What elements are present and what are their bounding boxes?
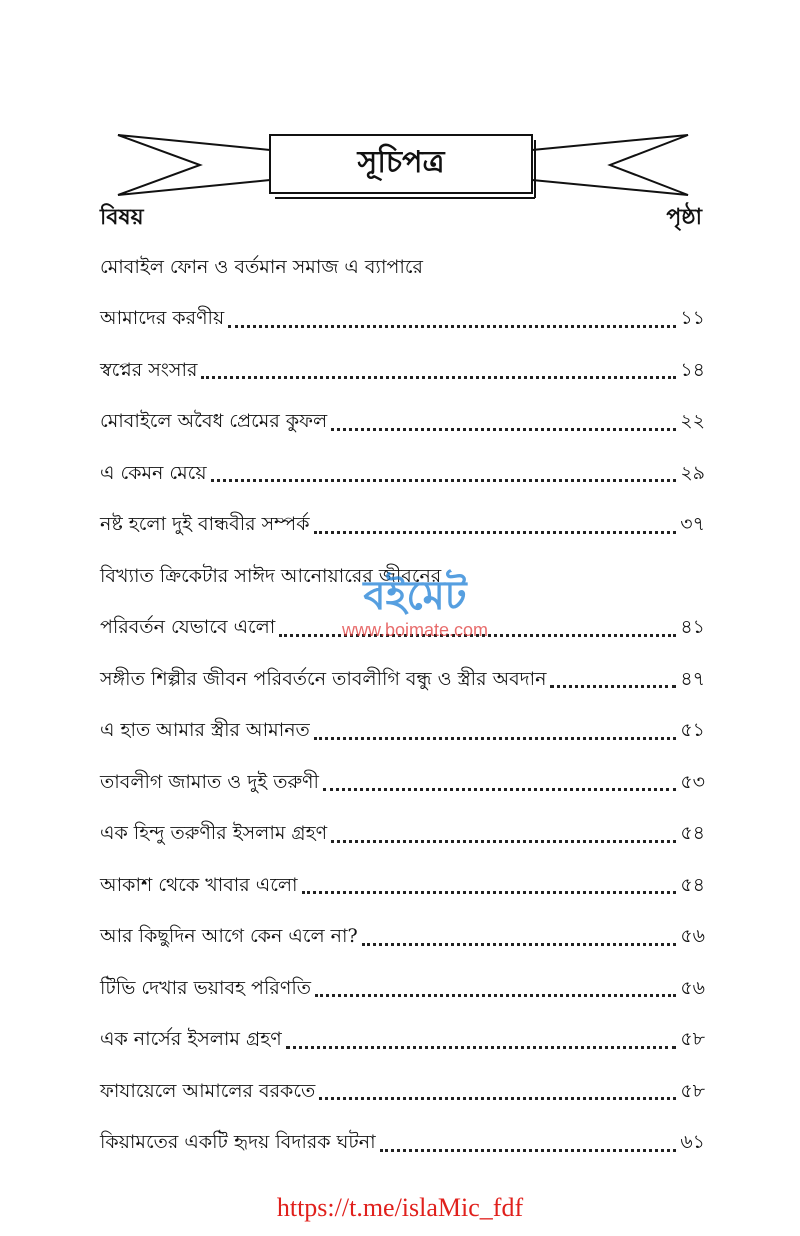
watermark: [310, 572, 520, 641]
entry-title: এক হিন্দু তরুণীর ইসলাম গ্রহণ: [100, 822, 328, 845]
dot-leader: [228, 325, 676, 328]
entry-page: ৪১: [680, 616, 705, 639]
entry-title: সঙ্গীত শিল্পীর জীবন পরিবর্তনে তাবলীগি বন্ধু ও স্ত্রীর অবদান: [100, 667, 547, 690]
entry-page: ৫৩: [680, 770, 705, 793]
dot-leader: [323, 788, 676, 791]
dot-leader: [314, 531, 677, 534]
toc-entry: [100, 810, 705, 862]
entry-page: ৫৮: [680, 1028, 705, 1051]
dot-leader: [331, 840, 676, 843]
entry-title: মোবাইল ফোন ও বর্তমান সমাজ এ ব্যাপারে: [100, 255, 423, 278]
toc-entry: [100, 1016, 705, 1068]
entry-page: ৩৭: [680, 513, 705, 536]
entry-page: ১১: [680, 307, 705, 330]
entry-title: স্বপ্নের সংসার: [100, 358, 198, 381]
watermark-logo: বইমেট: [363, 572, 467, 619]
dot-leader: [331, 428, 676, 431]
entry-title: বিখ্যাত ক্রিকেটার সাঈদ আনোয়ারের জীবনের: [100, 564, 442, 587]
entry-page: ৪৭: [680, 667, 705, 690]
dot-leader: [302, 891, 677, 894]
watermark-url: www.boimate.com: [341, 620, 489, 640]
entry-page: ৬১: [680, 1131, 705, 1154]
toc-entry: [100, 501, 705, 553]
entry-title: এ কেমন মেয়ে: [100, 461, 207, 484]
entry-title: এক নার্সের ইসলাম গ্রহণ: [100, 1028, 282, 1051]
dot-leader: [550, 685, 676, 688]
toc-entry: [100, 964, 705, 1016]
entry-page: ৫৪: [680, 873, 705, 896]
toc-entry: [100, 398, 705, 450]
subject-header: বিষয়: [100, 204, 144, 230]
toc-entry: [100, 1067, 705, 1119]
entry-title: ফাযায়েলে আমালের বরকতে: [100, 1079, 316, 1102]
entry-title: টিভি দেখার ভয়াবহ পরিণতি: [100, 976, 312, 999]
entry-title: আর কিছুদিন আগে কেন এলে না?: [100, 925, 358, 948]
dot-leader: [211, 479, 677, 482]
dot-leader: [315, 994, 676, 997]
entry-title: আকাশ থেকে খাবার এলো: [100, 873, 298, 896]
toc-entry: [100, 295, 705, 347]
footer-link[interactable]: https://t.me/islaMic_fdf: [276, 1193, 524, 1222]
entry-page: ১৪: [680, 358, 705, 381]
page-title: সূচিপত্র: [357, 145, 445, 180]
entry-page: ২২: [680, 410, 705, 433]
entry-page: ৫৪: [680, 822, 705, 845]
entry-page: ২৯: [680, 461, 705, 484]
toc-entry: [100, 449, 705, 501]
page-header: পৃষ্ঠা: [666, 204, 702, 230]
toc-entry: [100, 861, 705, 913]
entry-page: ৫৬: [680, 976, 705, 999]
dot-leader: [286, 1046, 677, 1049]
entry-title: তাবলীগ জামাত ও দুই তরুণী: [100, 770, 319, 793]
dot-leader: [314, 737, 677, 740]
dot-leader: [362, 943, 677, 946]
toc-entry: [100, 243, 705, 295]
entry-page: ৫১: [680, 719, 705, 742]
dot-leader: [319, 1097, 676, 1100]
toc-entry: [100, 346, 705, 398]
toc-entry: [100, 655, 705, 707]
toc-entry: [100, 758, 705, 810]
entry-title: নষ্ট হলো দুই বান্ধবীর সম্পর্ক: [100, 513, 310, 536]
entry-title: কিয়ামতের একটি হৃদয় বিদারক ঘটনা: [100, 1131, 376, 1154]
entry-title: এ হাত আমার স্ত্রীর আমানত: [100, 719, 310, 742]
entry-title: আমাদের করণীয়: [100, 307, 225, 330]
toc-entry: [100, 707, 705, 759]
entry-page: ৫৮: [680, 1079, 705, 1102]
dot-leader: [201, 376, 676, 379]
entry-page: ৫৬: [680, 925, 705, 948]
toc-entry: [100, 913, 705, 965]
toc-entry: [100, 1119, 705, 1171]
toc-list: [100, 243, 705, 1170]
entry-title: মোবাইলে অবৈধ প্রেমের কুফল: [100, 410, 328, 433]
entry-title: পরিবর্তন যেভাবে এলো: [100, 616, 276, 639]
dot-leader: [380, 1149, 677, 1152]
